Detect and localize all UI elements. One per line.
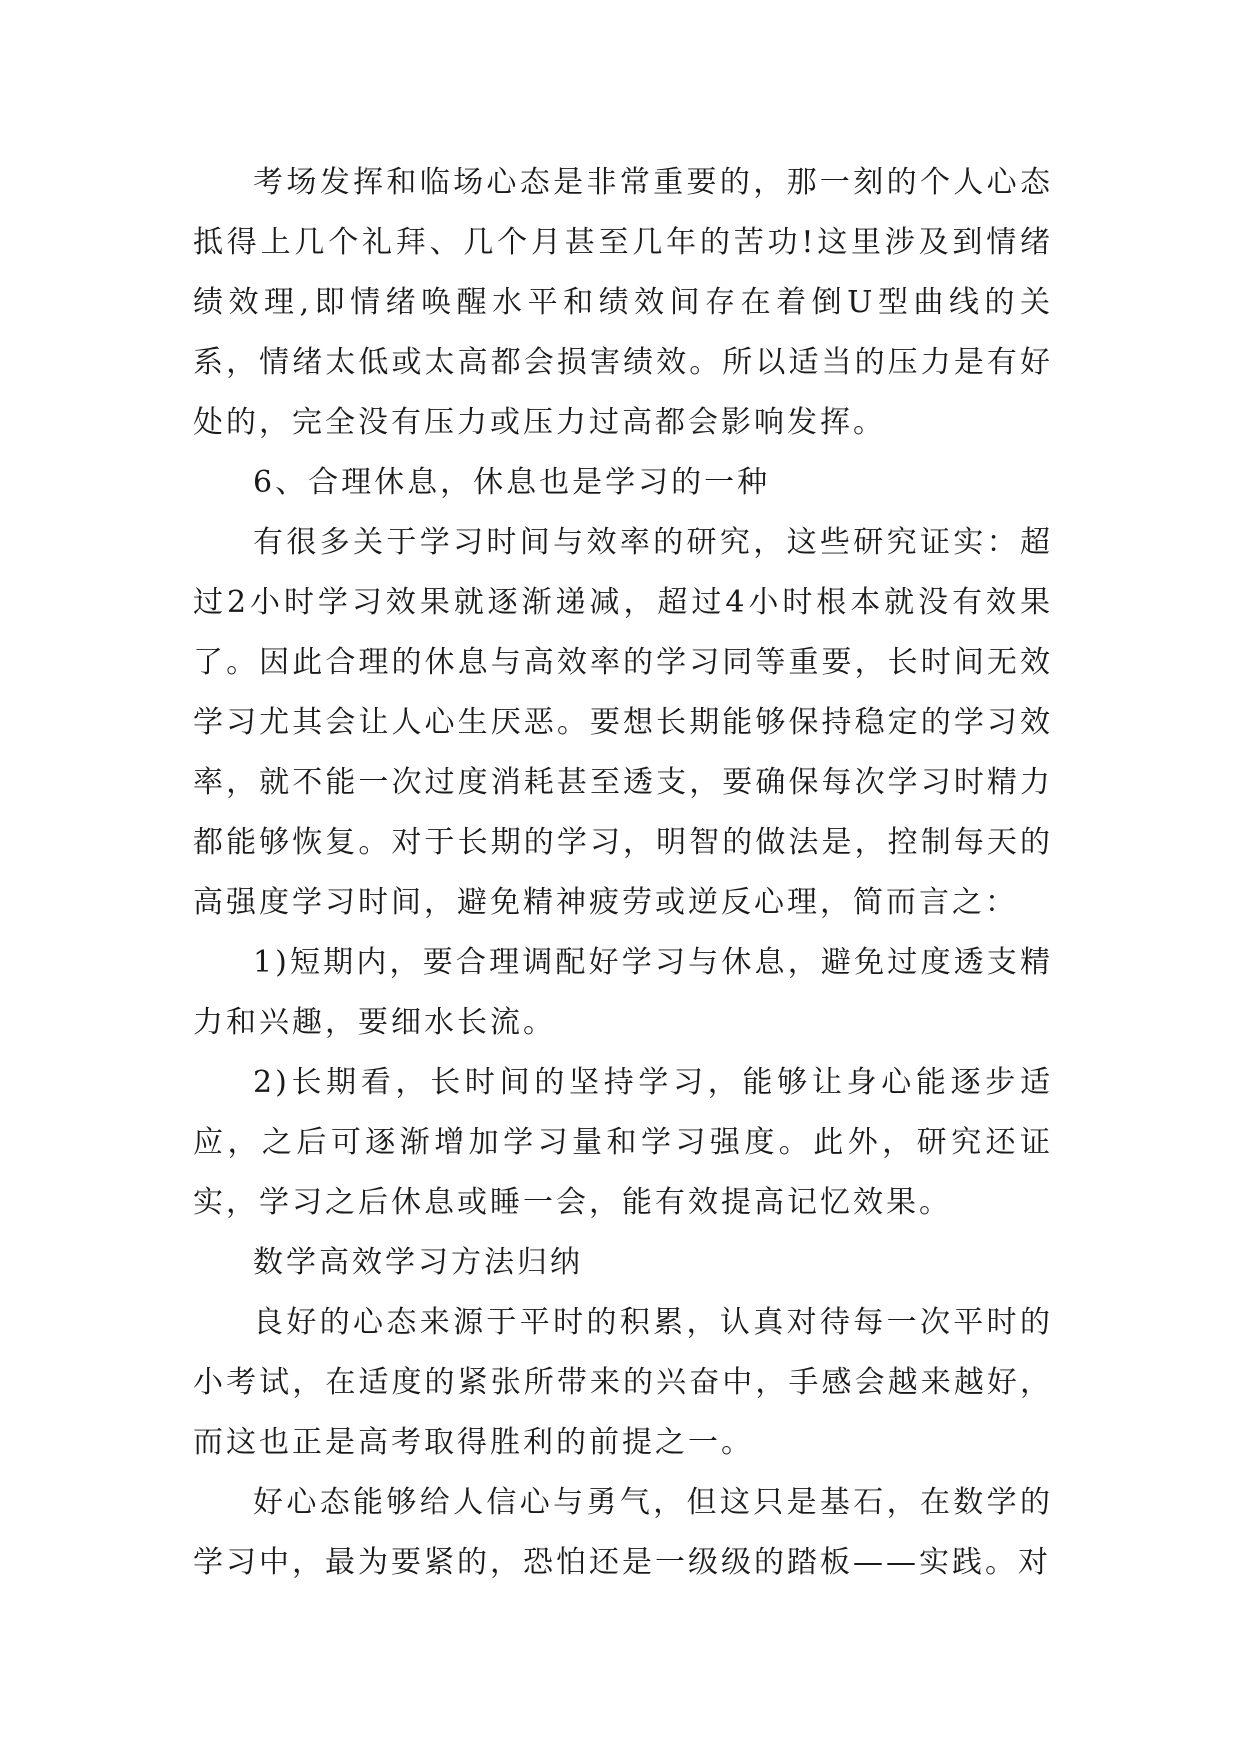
paragraph-short-term: 1)短期内，要合理调配好学习与休息，避免过度透支精力和兴趣，要细水长流。 (193, 945, 1053, 1040)
section-heading-math-methods: 数学高效学习方法归纳 (253, 1245, 583, 1280)
paragraph-practice: 好心态能够给人信心与勇气，但这只是基石，在数学的学习中，最为要紧的，恐怕还是一级级的踏板——实践。对 (193, 1485, 1053, 1580)
section-heading-rest: 6、合理休息，休息也是学习的一种 (253, 465, 771, 500)
paragraph-long-term: 2)长期看，长时间的坚持学习，能够让身心能逐步适应，之后可逐渐增加学习量和学习强度。此外，研究还证实，学习之后休息或睡一会，能有效提高记忆效果。 (193, 1065, 1053, 1220)
paragraph-exam-mindset: 考场发挥和临场心态是非常重要的，那一刻的个人心态抵得上几个礼拜、几个月甚至几年的苦功!这里涉及到情绪绩效理,即情绪唤醒水平和绩效间存在着倒U型曲线的关系，情绪太低或太高都会损害绩效。所以适当的压力是有好处的，完全没有压力或压力过高都会影响发挥。 (193, 165, 1053, 440)
paragraph-study-time-research: 有很多关于学习时间与效率的研究，这些研究证实：超过2小时学习效果就逐渐递减，超过4小时根本就没有效果了。因此合理的休息与高效率的学习同等重要，长时间无效学习尤其会让人心生厌恶。要想长期能够保持稳定的学习效率，就不能一次过度消耗甚至透支，要确保每次学习时精力都能够恢复。对于长期的学习，明智的做法是，控制每天的高强度学习时间，避免精神疲劳或逆反心理，简而言之： (193, 525, 1053, 920)
paragraph-good-mindset: 良好的心态来源于平时的积累，认真对待每一次平时的小考试，在适度的紧张所带来的兴奋中，手感会越来越好，而这也正是高考取得胜利的前提之一。 (193, 1305, 1053, 1460)
document-body (193, 153, 1053, 1593)
